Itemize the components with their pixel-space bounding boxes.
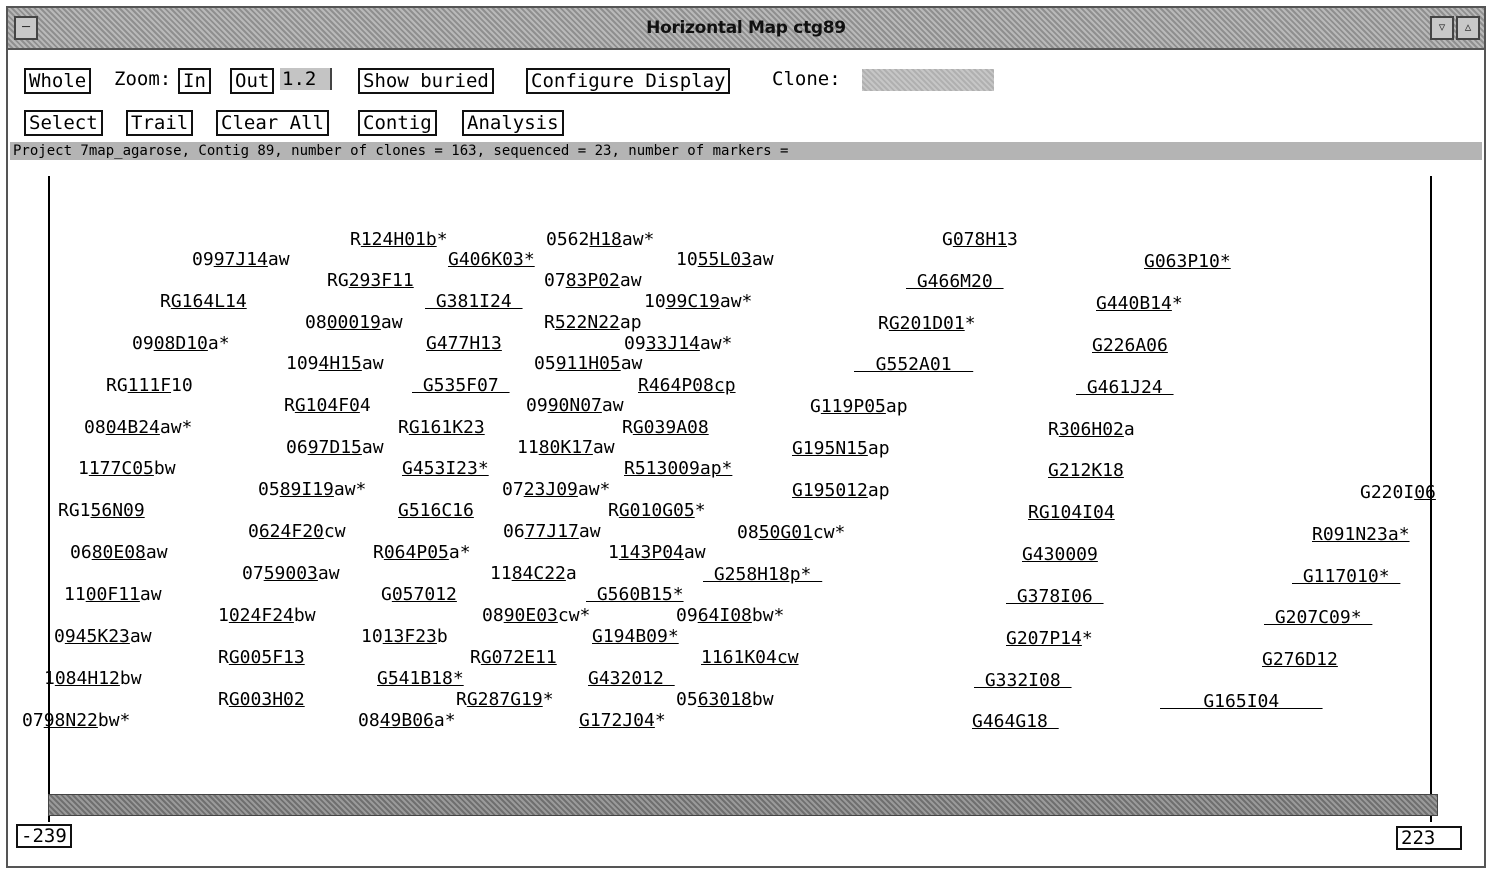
trail-button[interactable]: Trail xyxy=(126,110,193,136)
clone-marker[interactable]: G194B09* xyxy=(592,626,679,647)
clone-marker[interactable]: 1161K04cw xyxy=(701,647,799,668)
select-button[interactable]: Select xyxy=(24,110,103,136)
clone-marker[interactable]: 0624F20cw xyxy=(248,521,346,542)
clone-marker[interactable]: 0850G01cw* xyxy=(737,522,846,543)
clone-marker[interactable]: G560B15* xyxy=(586,584,684,605)
clone-marker[interactable]: 0804B24aw* xyxy=(84,417,193,438)
clone-marker[interactable]: G220I06 xyxy=(1360,482,1436,503)
clone-marker[interactable]: 0759003aw xyxy=(242,563,340,584)
clone-marker[interactable]: G276D12 xyxy=(1262,649,1338,670)
clone-marker[interactable]: 1143P04aw xyxy=(608,542,706,563)
clone-marker[interactable]: RG003H02 xyxy=(218,689,305,710)
clone-marker[interactable]: 1100F11aw xyxy=(64,584,162,605)
clone-marker[interactable]: RG104F04 xyxy=(284,395,371,416)
clone-marker[interactable]: G119P05ap xyxy=(810,396,908,417)
clone-marker[interactable]: 0890E03cw* xyxy=(482,605,591,626)
clone-marker[interactable]: 0697D15aw xyxy=(286,437,384,458)
clone-marker[interactable]: G406K03* xyxy=(448,249,535,270)
clone-marker[interactable]: 0849B06a* xyxy=(358,710,456,731)
clone-marker[interactable]: RG164L14 xyxy=(160,291,247,312)
clone-marker[interactable]: 0677J17aw xyxy=(503,521,601,542)
clone-marker[interactable]: RG104I04 xyxy=(1028,502,1115,523)
clone-marker[interactable]: 05911H05aw xyxy=(534,353,643,374)
zoom-in-button[interactable]: In xyxy=(178,68,211,94)
clone-marker[interactable]: G207P14* xyxy=(1006,628,1093,649)
clone-marker[interactable]: 0783P02aw xyxy=(544,270,642,291)
analysis-button[interactable]: Analysis xyxy=(462,110,564,136)
clone-marker[interactable]: 0964I08bw* xyxy=(676,605,785,626)
clone-marker[interactable]: R091N23a* xyxy=(1312,524,1410,545)
clone-marker[interactable]: G440B14* xyxy=(1096,293,1183,314)
right-coordinate: 223 xyxy=(1396,826,1462,850)
clone-marker[interactable]: R522N22ap xyxy=(544,312,642,333)
clone-marker[interactable]: 1180K17aw xyxy=(517,437,615,458)
clone-marker[interactable]: G057012 xyxy=(381,584,457,605)
clone-marker[interactable]: 1024F24bw xyxy=(218,605,316,626)
clone-marker[interactable]: RG156N09 xyxy=(58,500,145,521)
clone-marker[interactable]: G552A01 xyxy=(854,354,974,375)
minimize-icon[interactable]: ▿ xyxy=(1430,16,1454,40)
clone-marker[interactable]: G117010* xyxy=(1292,566,1401,587)
zoom-factor-input[interactable]: 1.2 xyxy=(280,68,332,90)
clone-marker[interactable]: 0798N22bw* xyxy=(22,710,131,731)
clone-marker[interactable]: G461J24 xyxy=(1076,377,1174,398)
clone-marker[interactable]: RG072E11 xyxy=(470,647,557,668)
clone-marker[interactable]: 0562H18aw* xyxy=(546,229,655,250)
whole-button[interactable]: Whole xyxy=(24,68,91,94)
contig-button[interactable]: Contig xyxy=(358,110,437,136)
status-bar: Project 7map_agarose, Contig 89, number of clones = 163, sequenced = 23, number of markers = xyxy=(10,142,1482,160)
clone-marker[interactable]: G226A06 xyxy=(1092,335,1168,356)
clone-marker[interactable]: 0945K23aw xyxy=(54,626,152,647)
clone-marker[interactable]: 0997J14aw xyxy=(192,249,290,270)
clone-marker[interactable]: 0990N07aw xyxy=(526,395,624,416)
clone-marker[interactable]: 1094H15aw xyxy=(286,353,384,374)
window-menu-icon[interactable]: ─ xyxy=(14,16,38,40)
clone-marker[interactable]: RG111F10 xyxy=(106,375,193,396)
clone-marker[interactable]: 0933J14aw* xyxy=(624,333,733,354)
clone-marker[interactable]: G381I24 xyxy=(425,291,523,312)
window-title: Horizontal Map ctg89 xyxy=(646,18,846,38)
horizontal-scrollbar[interactable] xyxy=(48,794,1438,816)
clone-marker[interactable]: 1013F23b xyxy=(361,626,448,647)
clone-marker[interactable]: 1184C22a xyxy=(490,563,577,584)
clone-label: Clone: xyxy=(772,68,841,90)
clear-all-button[interactable]: Clear All xyxy=(216,110,329,136)
clone-marker[interactable]: G172J04* xyxy=(579,710,666,731)
clone-marker[interactable]: 0723J09aw* xyxy=(502,479,611,500)
clone-marker[interactable]: 0563018bw xyxy=(676,689,774,710)
clone-marker[interactable]: RG201D01* xyxy=(878,313,976,334)
clone-marker[interactable]: RG005F13 xyxy=(218,647,305,668)
clone-marker[interactable]: RG293F11 xyxy=(327,270,414,291)
clone-marker[interactable]: R306H02a xyxy=(1048,419,1135,440)
clone-marker[interactable]: G464G18 xyxy=(972,711,1059,732)
configure-display-button[interactable]: Configure Display xyxy=(526,68,730,94)
clone-marker[interactable]: 1177C05bw xyxy=(78,458,176,479)
clone-marker[interactable]: R064P05a* xyxy=(373,542,471,563)
clone-marker[interactable]: 1084H12bw xyxy=(44,668,142,689)
clone-marker[interactable]: RG039A08 xyxy=(622,417,709,438)
clone-marker[interactable]: G207C09* xyxy=(1264,607,1373,628)
clone-marker[interactable]: RG161K23 xyxy=(398,417,485,438)
zoom-label: Zoom: xyxy=(114,68,172,90)
clone-marker[interactable]: R124H01b* xyxy=(350,229,448,250)
clone-marker[interactable]: G477H13 xyxy=(426,333,502,354)
clone-marker[interactable]: 0680E08aw xyxy=(70,542,168,563)
clone-marker[interactable]: G195012ap xyxy=(792,480,890,501)
clone-marker[interactable]: G212K18 xyxy=(1048,460,1124,481)
clone-marker[interactable]: G165I04 xyxy=(1160,691,1323,712)
clone-marker[interactable]: R513009ap* xyxy=(624,458,733,479)
clone-marker[interactable]: G432012 xyxy=(588,668,675,689)
clone-marker[interactable]: 1055L03aw xyxy=(676,249,774,270)
clone-marker[interactable]: 0800019aw xyxy=(305,312,403,333)
zoom-out-button[interactable]: Out xyxy=(230,68,274,94)
show-buried-button[interactable]: Show buried xyxy=(358,68,494,94)
clone-marker[interactable]: G063P10* xyxy=(1144,251,1231,272)
clone-marker[interactable]: G466M20 xyxy=(906,271,1004,292)
clone-marker[interactable]: 0908D10a* xyxy=(132,333,230,354)
clone-marker[interactable]: G078H13 xyxy=(942,229,1018,250)
clone-marker[interactable]: RG010G05* xyxy=(608,500,706,521)
clone-marker[interactable]: RG287G19* xyxy=(456,689,554,710)
clone-marker[interactable]: G195N15ap xyxy=(792,438,890,459)
clone-marker[interactable]: G535F07 xyxy=(412,375,510,396)
clone-marker[interactable]: G258H18p* xyxy=(703,564,823,585)
clone-marker[interactable]: R464P08cp xyxy=(638,375,736,396)
clone-marker[interactable]: 1099C19aw* xyxy=(644,291,753,312)
maximize-icon[interactable]: ▵ xyxy=(1456,16,1480,40)
clone-marker[interactable]: G541B18* xyxy=(377,668,464,689)
clone-marker[interactable]: G332I08 xyxy=(974,670,1072,691)
clone-marker[interactable]: G430009 xyxy=(1022,544,1098,565)
clone-marker[interactable]: G453I23* xyxy=(402,458,489,479)
clone-marker[interactable]: G516C16 xyxy=(398,500,474,521)
left-coordinate: -239 xyxy=(16,824,72,848)
clone-marker[interactable]: 0589I19aw* xyxy=(258,479,367,500)
clone-marker[interactable]: G378I06 xyxy=(1006,586,1104,607)
